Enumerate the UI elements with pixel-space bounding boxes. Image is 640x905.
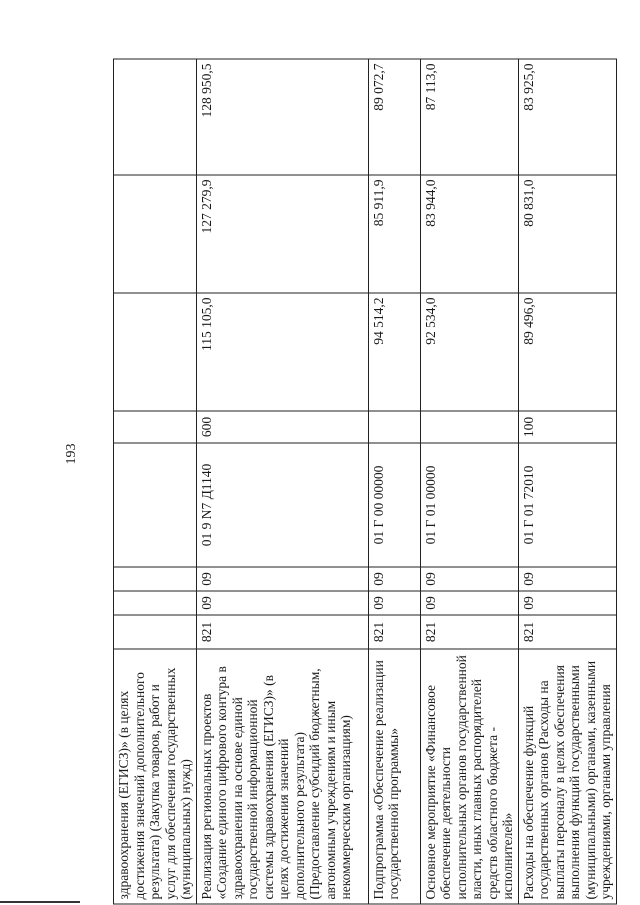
cell-csr: 01 9 N7 Д1140 bbox=[196, 443, 368, 567]
cell-value-1: 94 514,2 bbox=[368, 293, 420, 411]
cell-grbs: 821 bbox=[518, 615, 616, 649]
cell-pr: 09 bbox=[196, 567, 368, 591]
cell-value-1: 115 105,0 bbox=[196, 293, 368, 411]
page-number: 193 bbox=[64, 443, 79, 465]
cell-rz: 09 bbox=[420, 591, 518, 615]
cell-csr: 01 Г 01 00000 bbox=[420, 443, 518, 567]
row-description: Основное мероприятие «Финансовое обеспечение деятельности исполнительных органов государственной власти, иных главных распорядителей средств областного бюджета - исполнителей» bbox=[420, 649, 518, 904]
cell-csr: 01 Г 01 72010 bbox=[518, 443, 616, 567]
row-description: здравоохранения (ЕГИСЗ)» (в целях достижения значений дополнительного результата) (Закупка товаров, работ и услуг для обеспечения государственных (муниципальных) нужд) bbox=[114, 649, 197, 904]
cell-grbs: 821 bbox=[368, 615, 420, 649]
cell-rz: 09 bbox=[368, 591, 420, 615]
table-row bbox=[196, 59, 368, 904]
row-description: Расходы на обеспечение функций государственных органов (Расходы на выплаты персоналу в целях обеспечения выполнения функций государственными (муниципальными) органами, казенными учреждениями, органами управления bbox=[518, 649, 616, 904]
cell-value-1: 92 534,0 bbox=[420, 293, 518, 411]
cell-value-3 bbox=[114, 59, 197, 175]
cell-vr bbox=[114, 411, 197, 443]
row-description: Реализация региональных проектов «Создание единого цифрового контура в здравоохранении на основе единой государственной информационной системы здравоохранения (ЕГИСЗ)» (в целях достижения значений дополнительного результата) (Предоставление субсидий бюджетным, автономным учреждениям и иным некоммерческим организациям) bbox=[196, 649, 368, 904]
cell-csr bbox=[114, 443, 197, 567]
table-row bbox=[114, 59, 197, 904]
row-description: Подпрограмма «Обеспечение реализации государственной программы» bbox=[368, 649, 420, 904]
cell-value-2: 127 279,9 bbox=[196, 175, 368, 293]
table-row bbox=[368, 59, 420, 904]
cell-value-3: 87 113,0 bbox=[420, 59, 518, 175]
cell-grbs: 821 bbox=[420, 615, 518, 649]
cell-value-3: 128 950,5 bbox=[196, 59, 368, 175]
cell-value-1 bbox=[114, 293, 197, 411]
cell-rz bbox=[114, 591, 197, 615]
cell-pr bbox=[114, 567, 197, 591]
cell-value-3: 89 072,7 bbox=[368, 59, 420, 175]
cell-rz: 09 bbox=[196, 591, 368, 615]
cell-vr bbox=[420, 411, 518, 443]
cell-grbs: 821 bbox=[196, 615, 368, 649]
budget-table bbox=[113, 59, 617, 905]
cell-value-3: 83 925,0 bbox=[518, 59, 616, 175]
cell-rz: 09 bbox=[518, 591, 616, 615]
cell-value-2: 83 944,0 bbox=[420, 175, 518, 293]
cell-value-2: 85 911,9 bbox=[368, 175, 420, 293]
cell-value-1: 89 496,0 bbox=[518, 293, 616, 411]
cell-vr: 100 bbox=[518, 411, 616, 443]
table-row bbox=[420, 59, 518, 904]
cell-vr: 600 bbox=[196, 411, 368, 443]
budget-table-rotated bbox=[113, 60, 640, 905]
cell-grbs bbox=[114, 615, 197, 649]
cell-csr: 01 Г 00 00000 bbox=[368, 443, 420, 567]
cell-value-2: 80 831,0 bbox=[518, 175, 616, 293]
cell-pr: 09 bbox=[368, 567, 420, 591]
cell-pr: 09 bbox=[420, 567, 518, 591]
cell-pr: 09 bbox=[518, 567, 616, 591]
table-row bbox=[518, 59, 616, 904]
bottom-edge-mark bbox=[0, 901, 80, 903]
cell-vr bbox=[368, 411, 420, 443]
cell-value-2 bbox=[114, 175, 197, 293]
